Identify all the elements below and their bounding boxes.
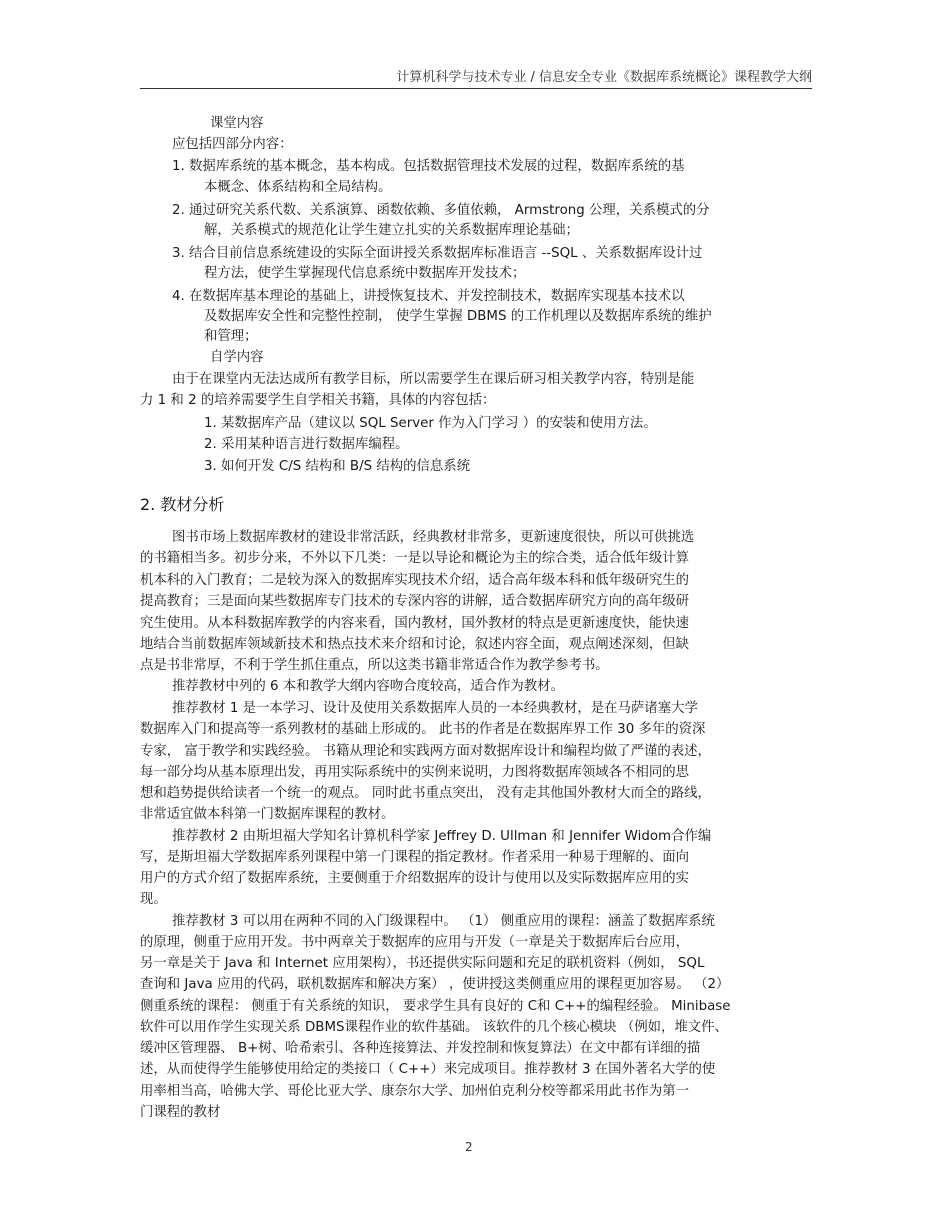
paragraph-line: 提高教育；三是面向某些数据库专门技术的专深内容的讲解，适合数据库研究方向的高年级研 bbox=[140, 594, 690, 609]
paragraph-line: 现。 bbox=[140, 892, 167, 907]
paragraph-line: 推荐教材 3 可以用在两种不同的入门级课程中。 （1） 侧重应用的课程：涵盖了数据库系统 bbox=[172, 914, 715, 929]
paragraph-line: 数据库入门和提高等一系列教材的基础上形成的。 此书的作者是在数据库界工作 30 多年的资深 bbox=[140, 722, 706, 737]
paragraph-line: 点是书非常厚，不利于学生抓住重点，所以这类书籍非常适合作为教学参考书。 bbox=[140, 658, 609, 673]
paragraph-line: 由于在课堂内无法达成所有教学目标，所以需要学生在课后研习相关教学内容，特别是能 bbox=[172, 372, 695, 387]
list-item: 3. 结合目前信息系统建设的实际全面讲授关系数据库标准语言 --SQL 、关系数据库设计过 bbox=[172, 246, 703, 261]
list-item: 3. 如何开发 C/S 结构和 B/S 结构的信息系统 bbox=[204, 459, 471, 474]
paragraph-line: 地结合当前数据库领域新技术和热点技术来介绍和讨论，叙述内容全面，观点阐述深刻，但缺 bbox=[140, 637, 690, 652]
paragraph-line: 门课程的教材 bbox=[140, 1105, 221, 1120]
paragraph-line: 的原理，侧重于应用开发。书中两章关于数据库的应用与开发（一章是关于数据库后台应用， bbox=[140, 935, 690, 950]
list-item-continuation: 程方法，使学生掌握现代信息系统中数据库开发技术； bbox=[204, 266, 526, 281]
paragraph-line: 每一部分均从基本原理出发，再用实际系统中的实例来说明，力图将数据库领域各不相同的思 bbox=[140, 765, 690, 780]
list-item: 2. 通过研究关系代数、关系演算、函数依赖、多值依赖， Armstrong 公理，关系模式的分 bbox=[172, 203, 710, 218]
subheading-self-study: 自学内容 bbox=[210, 350, 264, 365]
list-item-continuation: 本概念、体系结构和全局结构。 bbox=[204, 180, 392, 195]
paragraph-line: 力 1 和 2 的培养需要学生自学相关书籍，具体的内容包括： bbox=[140, 393, 496, 408]
paragraph-line: 写，是斯坦福大学数据库系列课程中第一门课程的指定教材。作者采用一种易于理解的、面向 bbox=[140, 850, 690, 865]
list-item: 2. 采用某种语言进行数据库编程。 bbox=[204, 437, 409, 452]
paragraph-line: 推荐教材 1 是一本学习、设计及使用关系数据库人员的一本经典教材，是在马萨诸塞大学 bbox=[172, 701, 698, 716]
paragraph-line: 推荐教材 2 由斯坦福大学知名计算机科学家 Jeffrey D. Ullman 和 Jennifer Widom合作编 bbox=[172, 829, 712, 844]
header-text: 计算机科学与技术专业 / 信息安全专业《数据库系统概论》课程教学大纲 bbox=[396, 70, 812, 85]
page-number: 2 bbox=[465, 1140, 473, 1154]
paragraph-line: 述，从而使得学生能够使用给定的类接口（ C++）来完成项目。推荐教材 3 在国外著名大学的使 bbox=[140, 1062, 716, 1077]
paragraph-line: 机本科的入门教育；二是较为深入的数据库实现技术介绍，适合高年级本科和低年级研究生的 bbox=[140, 573, 690, 588]
list-item-continuation: 及数据库安全性和完整性控制， 使学生掌握 DBMS 的工作机理以及数据库系统的维护 bbox=[204, 309, 712, 324]
section-title: 2. 教材分析 bbox=[140, 495, 225, 514]
paragraph-line: 软件可以用作学生实现关系 DBMS课程作业的软件基础。 该软件的几个核心模块 （例如，堆文件、 bbox=[140, 1020, 728, 1035]
paragraph-line: 非常适宜做本科第一门数据库课程的教材。 bbox=[140, 807, 395, 822]
list-item: 1. 数据库系统的基本概念，基本构成。包括数据管理技术发展的过程，数据库系统的基 bbox=[172, 159, 685, 174]
list-item-continuation: 和管理； bbox=[204, 329, 258, 344]
paragraph-line: 究生使用。从本科数据库教学的内容来看，国内教材，国外教材的特点是更新速度快，能快速 bbox=[140, 616, 690, 631]
paragraph-line: 侧重系统的课程： 侧重于有关系统的知识， 要求学生具有良好的 C和 C++的编程经验。 Minibase bbox=[140, 999, 731, 1014]
paragraph-line: 查询和 Java 应用的代码，联机数据库和解决方案） ，使讲授这类侧重应用的课程更加容易。 （2） bbox=[140, 977, 730, 992]
paragraph-line: 用户的方式介绍了数据库系统，主要侧重于介绍数据库的设计与使用以及实际数据库应用的实 bbox=[140, 871, 690, 886]
paragraph-line: 想和趋势提供给读者一个统一的观点。 同时此书重点突出， 没有走其他国外教材大而全的路线， bbox=[140, 786, 711, 801]
paragraph-line: 另一章是关于 Java 和 Internet 应用架构），书还提供实际问题和充足的联机资料（例如， SQL bbox=[140, 956, 705, 971]
list-item: 1. 某数据库产品（建议以 SQL Server 作为入门学习 ）的安装和使用方法。 bbox=[204, 416, 657, 431]
paragraph-line: 的书籍相当多。初步分来，不外以下几类：一是以导论和概论为主的综合类，适合低年级计算 bbox=[140, 551, 690, 566]
paragraph-line: 推荐教材中列的 6 本和教学大纲内容吻合度较高，适合作为教材。 bbox=[172, 679, 564, 694]
page-header bbox=[140, 60, 812, 89]
paragraph-line: 图书市场上数据库教材的建设非常活跃，经典教材非常多，更新速度很快，所以可供挑选 bbox=[172, 530, 695, 545]
paragraph-line: 缓冲区管理器、 B+树、哈希索引、各种连接算法、并发控制和恢复算法）在文中都有详细的描 bbox=[140, 1041, 701, 1056]
list-item: 4. 在数据库基本理论的基础上，讲授恢复技术、并发控制技术，数据库实现基本技术以 bbox=[172, 289, 685, 304]
paragraph-line: 应包括四部分内容： bbox=[172, 137, 293, 152]
paragraph-line: 用率相当高，哈佛大学、哥伦比亚大学、康奈尔大学、加州伯克利分校等都采用此书作为第一 bbox=[140, 1084, 690, 1099]
subheading-classroom: 课堂内容 bbox=[210, 116, 264, 131]
list-item-continuation: 解，关系模式的规范化让学生建立扎实的关系数据库理论基础； bbox=[204, 223, 579, 238]
paragraph-line: 专家， 富于教学和实践经验。 书籍从理论和实践两方面对数据库设计和编程均做了严谨的表述， bbox=[140, 744, 711, 759]
